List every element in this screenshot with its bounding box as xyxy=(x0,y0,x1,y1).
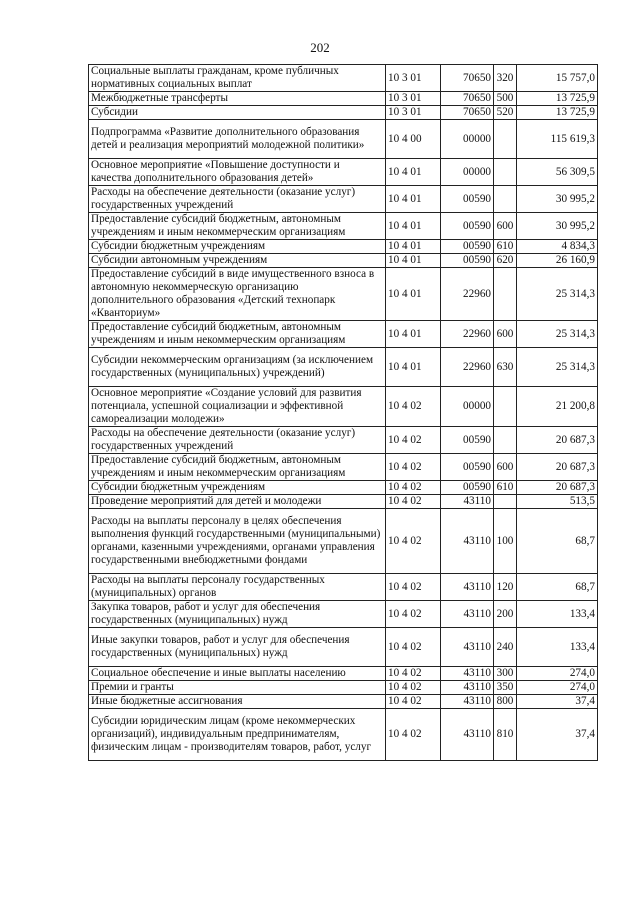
section-code-cell: 10 4 01 xyxy=(386,159,441,186)
expense-type-cell: 620 xyxy=(494,254,517,268)
article-code-cell: 00590 xyxy=(441,254,494,268)
amount-cell: 37,4 xyxy=(517,709,598,761)
table-row xyxy=(89,574,598,601)
section-code-cell: 10 4 01 xyxy=(386,186,441,213)
section-code-cell: 10 4 02 xyxy=(386,695,441,709)
section-code-cell: 10 4 02 xyxy=(386,628,441,667)
amount-cell: 37,4 xyxy=(517,695,598,709)
table-row xyxy=(89,213,598,240)
table-row xyxy=(89,387,598,427)
section-code-cell: 10 4 01 xyxy=(386,254,441,268)
article-code-cell: 43110 xyxy=(441,574,494,601)
amount-cell: 20 687,3 xyxy=(517,427,598,454)
amount-cell: 133,4 xyxy=(517,601,598,628)
expense-name-cell: Премии и гранты xyxy=(89,681,386,695)
amount-cell: 26 160,9 xyxy=(517,254,598,268)
table-row xyxy=(89,481,598,495)
expense-name-cell: Субсидии бюджетным учреждениям xyxy=(89,240,386,254)
article-code-cell: 00590 xyxy=(441,240,494,254)
expense-name-cell: Субсидии xyxy=(89,106,386,120)
expense-name-cell: Социальные выплаты гражданам, кроме публичных нормативных социальных выплат xyxy=(89,65,386,92)
expense-type-cell xyxy=(494,159,517,186)
expense-type-cell xyxy=(494,427,517,454)
expense-name-cell: Проведение мероприятий для детей и молодежи xyxy=(89,495,386,509)
article-code-cell: 43110 xyxy=(441,681,494,695)
table-row xyxy=(89,695,598,709)
amount-cell: 274,0 xyxy=(517,681,598,695)
amount-cell: 20 687,3 xyxy=(517,481,598,495)
amount-cell: 15 757,0 xyxy=(517,65,598,92)
budget-table xyxy=(88,64,598,761)
expense-type-cell: 600 xyxy=(494,454,517,481)
article-code-cell: 43110 xyxy=(441,495,494,509)
expense-type-cell: 240 xyxy=(494,628,517,667)
expense-name-cell: Субсидии автономным учреждениям xyxy=(89,254,386,268)
expense-name-cell: Основное мероприятие «Повышение доступности и качества дополнительного образования детей» xyxy=(89,159,386,186)
table-row xyxy=(89,186,598,213)
article-code-cell: 70650 xyxy=(441,92,494,106)
table-row xyxy=(89,159,598,186)
table-row xyxy=(89,106,598,120)
expense-type-cell: 350 xyxy=(494,681,517,695)
expense-name-cell: Расходы на обеспечение деятельности (оказание услуг) государственных учреждений xyxy=(89,186,386,213)
section-code-cell: 10 4 02 xyxy=(386,427,441,454)
article-code-cell: 00590 xyxy=(441,213,494,240)
article-code-cell: 00000 xyxy=(441,120,494,159)
table-row xyxy=(89,254,598,268)
table-row xyxy=(89,667,598,681)
expense-type-cell: 520 xyxy=(494,106,517,120)
table-row xyxy=(89,92,598,106)
amount-cell: 513,5 xyxy=(517,495,598,509)
article-code-cell: 43110 xyxy=(441,628,494,667)
section-code-cell: 10 4 02 xyxy=(386,454,441,481)
section-code-cell: 10 4 02 xyxy=(386,481,441,495)
expense-name-cell: Субсидии юридическим лицам (кроме некоммерческих организаций), индивидуальным предпринимателям, физическим лицам - производителям товаров, работ, услуг xyxy=(89,709,386,761)
article-code-cell: 70650 xyxy=(441,65,494,92)
expense-name-cell: Социальное обеспечение и иные выплаты населению xyxy=(89,667,386,681)
amount-cell: 25 314,3 xyxy=(517,321,598,348)
section-code-cell: 10 4 02 xyxy=(386,681,441,695)
section-code-cell: 10 3 01 xyxy=(386,92,441,106)
section-code-cell: 10 4 02 xyxy=(386,495,441,509)
amount-cell: 20 687,3 xyxy=(517,454,598,481)
expense-type-cell xyxy=(494,120,517,159)
amount-cell: 115 619,3 xyxy=(517,120,598,159)
amount-cell: 25 314,3 xyxy=(517,348,598,387)
expense-type-cell: 100 xyxy=(494,509,517,574)
expense-type-cell: 600 xyxy=(494,321,517,348)
expense-type-cell: 600 xyxy=(494,213,517,240)
expense-type-cell: 810 xyxy=(494,709,517,761)
amount-cell: 68,7 xyxy=(517,574,598,601)
expense-type-cell: 120 xyxy=(494,574,517,601)
expense-name-cell: Основное мероприятие «Создание условий для развития потенциала, успешной социализации и эффективной самореализации молодежи» xyxy=(89,387,386,427)
article-code-cell: 43110 xyxy=(441,709,494,761)
expense-name-cell: Закупка товаров, работ и услуг для обеспечения государственных (муниципальных) нужд xyxy=(89,601,386,628)
table-row xyxy=(89,628,598,667)
expense-name-cell: Иные бюджетные ассигнования xyxy=(89,695,386,709)
amount-cell: 30 995,2 xyxy=(517,213,598,240)
article-code-cell: 22960 xyxy=(441,321,494,348)
table-row xyxy=(89,681,598,695)
expense-type-cell: 200 xyxy=(494,601,517,628)
article-code-cell: 43110 xyxy=(441,667,494,681)
expense-name-cell: Расходы на выплаты персоналу в целях обеспечения выполнения функций государственными (муниципальными) органами, казенными учреждениями, органами управления государственными внебюджетными фондами xyxy=(89,509,386,574)
amount-cell: 133,4 xyxy=(517,628,598,667)
section-code-cell: 10 4 01 xyxy=(386,213,441,240)
amount-cell: 25 314,3 xyxy=(517,268,598,321)
section-code-cell: 10 3 01 xyxy=(386,106,441,120)
expense-name-cell: Расходы на обеспечение деятельности (оказание услуг) государственных учреждений xyxy=(89,427,386,454)
expense-type-cell xyxy=(494,495,517,509)
article-code-cell: 43110 xyxy=(441,509,494,574)
article-code-cell: 00590 xyxy=(441,454,494,481)
table-row xyxy=(89,709,598,761)
section-code-cell: 10 4 02 xyxy=(386,709,441,761)
expense-type-cell xyxy=(494,186,517,213)
expense-type-cell: 500 xyxy=(494,92,517,106)
expense-type-cell: 610 xyxy=(494,240,517,254)
expense-type-cell: 320 xyxy=(494,65,517,92)
expense-name-cell: Предоставление субсидий бюджетным, автономным учреждениям и иным некоммерческим организациям xyxy=(89,454,386,481)
section-code-cell: 10 4 01 xyxy=(386,240,441,254)
table-row xyxy=(89,240,598,254)
expense-name-cell: Иные закупки товаров, работ и услуг для обеспечения государственных (муниципальных) нужд xyxy=(89,628,386,667)
expense-type-cell xyxy=(494,387,517,427)
article-code-cell: 00590 xyxy=(441,186,494,213)
expense-type-cell xyxy=(494,268,517,321)
article-code-cell: 22960 xyxy=(441,268,494,321)
expense-name-cell: Межбюджетные трансферты xyxy=(89,92,386,106)
amount-cell: 274,0 xyxy=(517,667,598,681)
expense-name-cell: Предоставление субсидий бюджетным, автономным учреждениям и иным некоммерческим организациям xyxy=(89,213,386,240)
section-code-cell: 10 4 02 xyxy=(386,387,441,427)
amount-cell: 4 834,3 xyxy=(517,240,598,254)
table-row xyxy=(89,120,598,159)
table-row xyxy=(89,454,598,481)
amount-cell: 13 725,9 xyxy=(517,106,598,120)
section-code-cell: 10 3 01 xyxy=(386,65,441,92)
expense-type-cell: 300 xyxy=(494,667,517,681)
article-code-cell: 43110 xyxy=(441,695,494,709)
amount-cell: 30 995,2 xyxy=(517,186,598,213)
amount-cell: 68,7 xyxy=(517,509,598,574)
page-number: 202 xyxy=(310,40,330,55)
table-row xyxy=(89,601,598,628)
amount-cell: 13 725,9 xyxy=(517,92,598,106)
section-code-cell: 10 4 01 xyxy=(386,321,441,348)
article-code-cell: 00000 xyxy=(441,159,494,186)
article-code-cell: 70650 xyxy=(441,106,494,120)
amount-cell: 56 309,5 xyxy=(517,159,598,186)
section-code-cell: 10 4 02 xyxy=(386,509,441,574)
table-row xyxy=(89,509,598,574)
table-row xyxy=(89,495,598,509)
table-row xyxy=(89,268,598,321)
expense-name-cell: Предоставление субсидий в виде имущественного взноса в автономную некоммерческую организацию дополнительного образования «Детский технопарк «Кванториум» xyxy=(89,268,386,321)
table-row xyxy=(89,65,598,92)
article-code-cell: 43110 xyxy=(441,601,494,628)
expense-type-cell: 800 xyxy=(494,695,517,709)
section-code-cell: 10 4 01 xyxy=(386,348,441,387)
table-row xyxy=(89,348,598,387)
expense-type-cell: 610 xyxy=(494,481,517,495)
table-row xyxy=(89,321,598,348)
expense-name-cell: Предоставление субсидий бюджетным, автономным учреждениям и иным некоммерческим организациям xyxy=(89,321,386,348)
expense-name-cell: Расходы на выплаты персоналу государственных (муниципальных) органов xyxy=(89,574,386,601)
expense-name-cell: Подпрограмма «Развитие дополнительного образования детей и реализация мероприятий молодежной политики» xyxy=(89,120,386,159)
article-code-cell: 00590 xyxy=(441,481,494,495)
expense-name-cell: Субсидии бюджетным учреждениям xyxy=(89,481,386,495)
article-code-cell: 00590 xyxy=(441,427,494,454)
table-row xyxy=(89,427,598,454)
budget-table-body xyxy=(89,65,598,761)
section-code-cell: 10 4 02 xyxy=(386,574,441,601)
section-code-cell: 10 4 00 xyxy=(386,120,441,159)
expense-name-cell: Субсидии некоммерческим организациям (за исключением государственных (муниципальных) учреждений) xyxy=(89,348,386,387)
expense-type-cell: 630 xyxy=(494,348,517,387)
amount-cell: 21 200,8 xyxy=(517,387,598,427)
section-code-cell: 10 4 01 xyxy=(386,268,441,321)
article-code-cell: 00000 xyxy=(441,387,494,427)
section-code-cell: 10 4 02 xyxy=(386,667,441,681)
section-code-cell: 10 4 02 xyxy=(386,601,441,628)
article-code-cell: 22960 xyxy=(441,348,494,387)
